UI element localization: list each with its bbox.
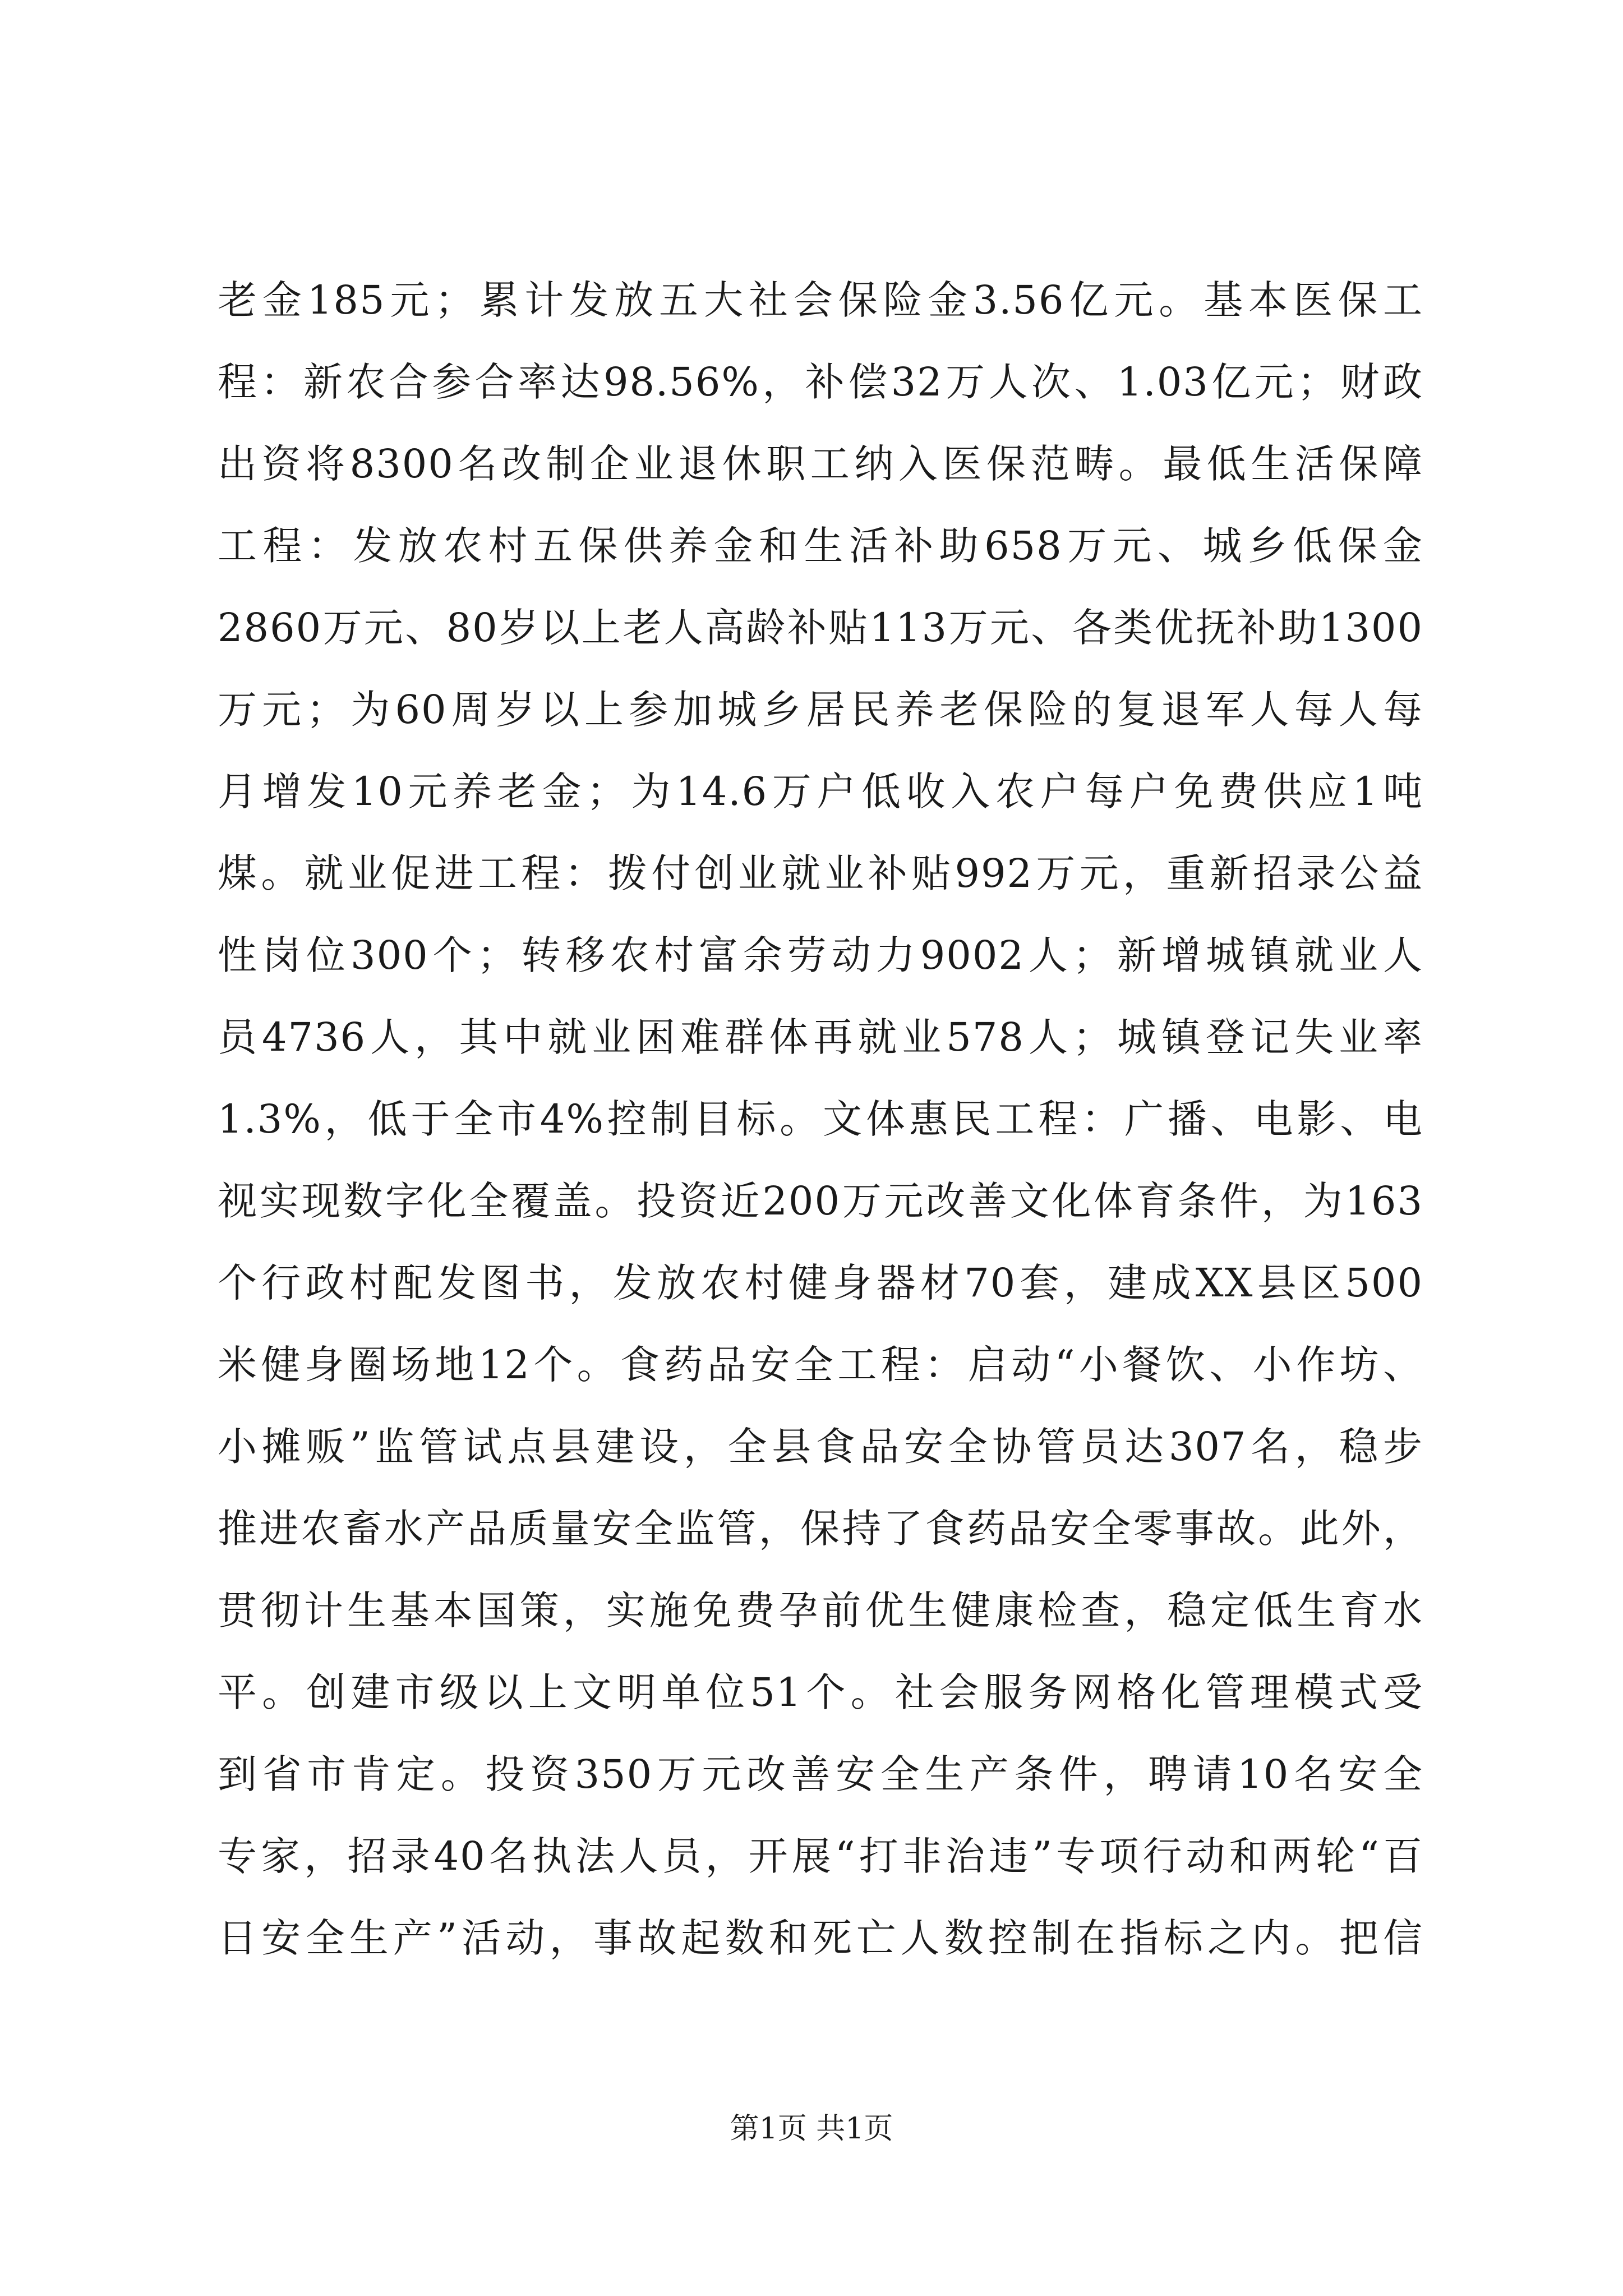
text-line: 推进农畜水产品质量安全监管，保持了食药品安全零事故。此外， xyxy=(218,1506,1423,1552)
page-footer xyxy=(0,2109,1623,2148)
text-line: 月增发10元养老金；为14.6万户低收入农户每户免费供应1吨 xyxy=(218,769,1423,815)
text-line: 平。创建市级以上文明单位51个。社会服务网格化管理模式受 xyxy=(218,1669,1423,1715)
text-line: 专家，招录40名执法人员，开展“打非治违”专项行动和两轮“百 xyxy=(218,1833,1423,1879)
page-number-label: 第1页 共1页 xyxy=(730,2112,893,2146)
text-line: 小摊贩”监管试点县建设，全县食品安全协管员达307名，稳步 xyxy=(218,1424,1423,1470)
text-line: 性岗位300个；转移农村富余劳动力9002人；新增城镇就业人 xyxy=(218,932,1423,978)
text-line: 万元；为60周岁以上参加城乡居民养老保险的复退军人每人每 xyxy=(218,687,1423,733)
text-line: 工程：发放农村五保供养金和生活补助658万元、城乡低保金 xyxy=(218,523,1423,569)
text-line: 个行政村配发图书，发放农村健身器材70套，建成XX县区500 xyxy=(218,1260,1423,1306)
text-line: 煤。就业促进工程：拨付创业就业补贴992万元，重新招录公益 xyxy=(218,850,1423,896)
text-line: 米健身圈场地12个。食药品安全工程：启动“小餐饮、小作坊、 xyxy=(218,1342,1423,1388)
text-line: 2860万元、80岁以上老人高龄补贴113万元、各类优抚补助1300 xyxy=(218,605,1423,651)
text-line: 程：新农合参合率达98.56%，补偿32万人次、1.03亿元；财政 xyxy=(218,359,1423,405)
document-body xyxy=(218,259,1423,1979)
text-line: 贯彻计生基本国策，实施免费孕前优生健康检查，稳定低生育水 xyxy=(218,1588,1423,1634)
text-line: 1.3%，低于全市4%控制目标。文体惠民工程：广播、电影、电 xyxy=(218,1096,1423,1142)
text-line: 老金185元；累计发放五大社会保险金3.56亿元。基本医保工 xyxy=(218,277,1423,323)
text-line: 出资将8300名改制企业退休职工纳入医保范畴。最低生活保障 xyxy=(218,441,1423,487)
text-line: 员4736人，其中就业困难群体再就业578人；城镇登记失业率 xyxy=(218,1014,1423,1060)
text-line: 视实现数字化全覆盖。投资近200万元改善文化体育条件，为163 xyxy=(218,1178,1423,1224)
text-line: 到省市肯定。投资350万元改善安全生产条件，聘请10名安全 xyxy=(218,1751,1423,1797)
text-line: 日安全生产”活动，事故起数和死亡人数控制在指标之内。把信 xyxy=(218,1915,1423,1961)
